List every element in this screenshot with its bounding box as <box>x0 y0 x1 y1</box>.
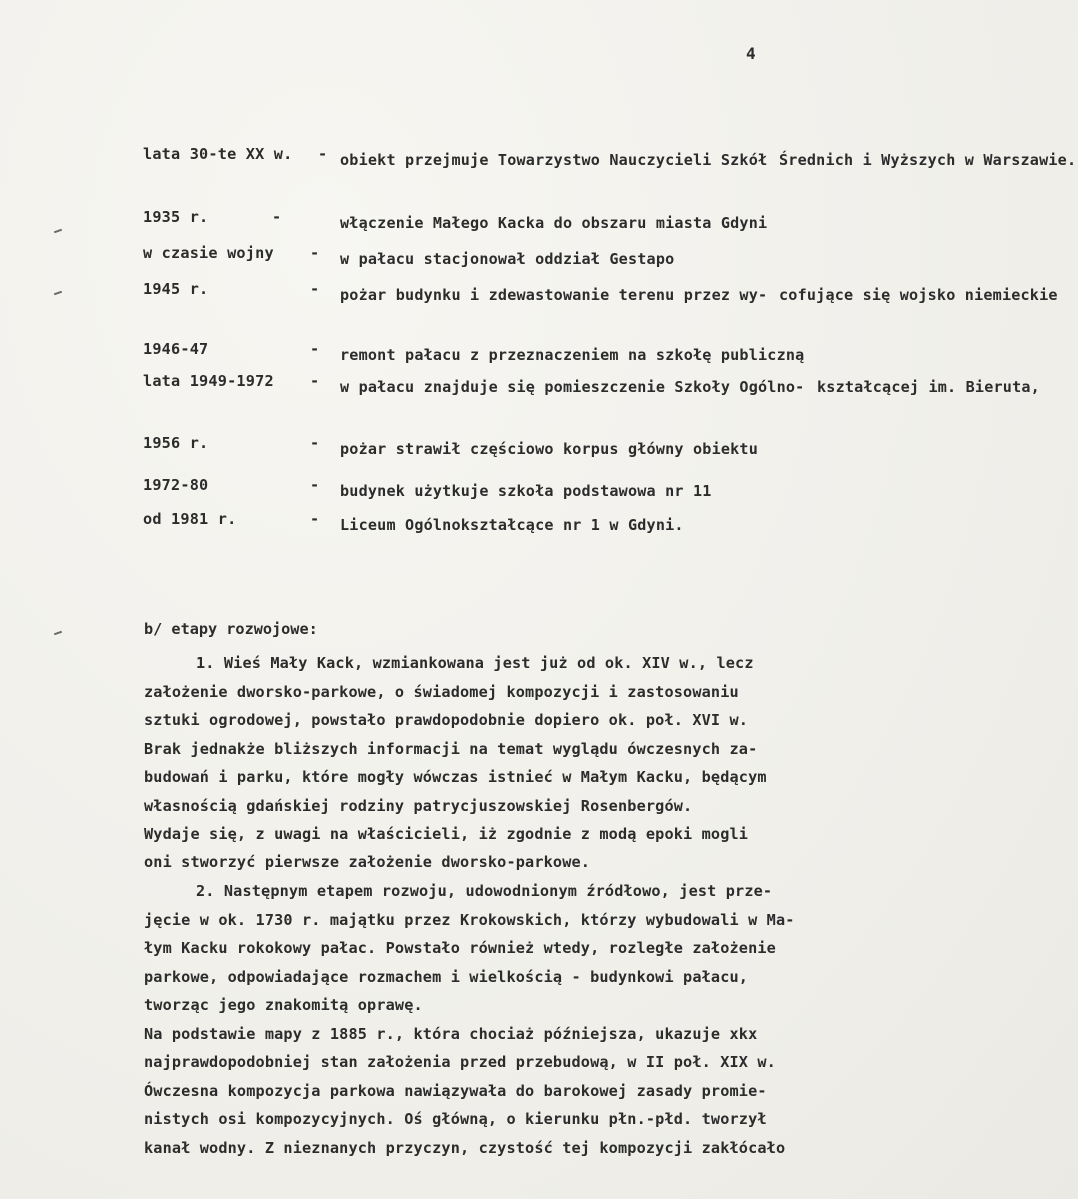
timeline-period: lata 30-te XX w. <box>143 145 293 163</box>
section-heading: b/ etapy rozwojowe: <box>144 620 318 638</box>
timeline-description-line: pożar strawił częściowo korpus główny obiektu <box>340 440 759 458</box>
timeline-description-line: w pałacu znajduje się pomieszczenie Szkoły Ogólno- <box>340 378 805 396</box>
timeline-description-line: cofujące się wojsko niemieckie <box>779 286 1058 304</box>
paragraph-line-text: parkowe, odpowiadające rozmachem i wielkością - budynkowi pałacu, <box>144 968 749 986</box>
paragraph-line-text: najprawdopodobniej stan założenia przed przebudową, w II poł. XIX w. <box>144 1053 776 1071</box>
paragraph-line-text: kanał wodny. Z nieznanych przyczyn, czystość tej kompozycji zakłócało <box>144 1139 786 1157</box>
timeline-period: lata 1949-1972 <box>143 372 274 390</box>
timeline-description-line: pożar budynku i zdewastowanie terenu przez wy- <box>340 286 768 304</box>
margin-mark <box>54 229 62 234</box>
timeline-description <box>340 510 855 541</box>
timeline-dash: - <box>310 372 320 390</box>
timeline-period: 1935 r. <box>143 208 209 226</box>
timeline-description <box>340 476 855 507</box>
paragraph-line-text: oni stworzyć pierwsze założenie dworsko-parkowe. <box>144 853 591 871</box>
paragraph-line-text: tworząc jego znakomitą oprawę. <box>144 996 423 1014</box>
timeline-description-line: włączenie Małego Kacka do obszaru miasta Gdyni <box>340 214 768 232</box>
timeline-description <box>340 145 1077 176</box>
timeline-dash: - <box>272 208 282 226</box>
timeline-dash: - <box>310 280 320 298</box>
paragraph-line-text: własnością gdańskiej rodziny patrycjuszowskiej Rosenbergów. <box>144 797 693 815</box>
paragraph-line-text: budowań i parku, które mogły wówczas istnieć w Małym Kacku, będącym <box>144 768 767 786</box>
timeline-description <box>340 280 1058 311</box>
margin-mark <box>54 631 62 636</box>
timeline-description <box>340 208 855 239</box>
paragraph-line-text: Brak jednakże bliższych informacji na temat wyglądu ówczesnych za- <box>144 740 758 758</box>
paragraph-line-text: jęcie w ok. 1730 r. majątku przez Krokowskich, którzy wybudowali w Ma- <box>144 911 795 929</box>
timeline-period: 1945 r. <box>143 280 209 298</box>
timeline-description-line: w pałacu stacjonował oddział Gestapo <box>340 250 675 268</box>
timeline-description-line: obiekt przejmuje Towarzystwo Nauczycieli Szkół <box>340 151 768 169</box>
timeline-description-line: kształcącej im. Bieruta, <box>816 378 1040 396</box>
timeline-period: 1946-47 <box>143 340 209 358</box>
paragraph-line-text: 2. Następnym etapem rozwoju, udowodnionym źródłowo, jest prze- <box>196 882 773 900</box>
timeline-dash: - <box>310 244 320 262</box>
timeline-period: w czasie wojny <box>143 244 274 262</box>
timeline-description <box>340 340 855 371</box>
timeline-description <box>340 244 855 275</box>
paragraph-line-text: 1. Wieś Mały Kack, wzmiankowana jest już od ok. XIV w., lecz <box>196 654 754 672</box>
margin-mark <box>54 291 62 296</box>
paragraph-line-text: Wydaje się, z uwagi na właścicieli, iż zgodnie z modą epoki mogli <box>144 825 749 843</box>
timeline-dash: - <box>310 510 320 528</box>
timeline-description <box>340 372 1040 403</box>
timeline-period: od 1981 r. <box>143 510 237 528</box>
paragraph-line-text: Ówczesna kompozycja parkowa nawiązywała do barokowej zasady promie- <box>144 1082 767 1100</box>
page-number: 4 <box>746 44 756 63</box>
timeline-period: 1972-80 <box>143 476 209 494</box>
paragraph-line-text: Na podstawie mapy z 1885 r., która chociaż późniejsza, ukazuje xkx <box>144 1025 758 1043</box>
paragraph-line-text: łym Kacku rokokowy pałac. Powstało również wtedy, rozległe założenie <box>144 939 776 957</box>
timeline-description-line: Liceum Ogólnokształcące nr 1 w Gdyni. <box>340 516 684 534</box>
paragraph-line-text: nistych osi kompozycyjnych. Oś główną, o kierunku płn.-płd. tworzył <box>144 1110 767 1128</box>
timeline-period: 1956 r. <box>143 434 209 452</box>
paragraph-line-text: sztuki ogrodowej, powstało prawdopodobnie dopiero ok. poł. XVI w. <box>144 711 749 729</box>
timeline-dash: - <box>318 145 328 163</box>
timeline-description-line: budynek użytkuje szkoła podstawowa nr 11 <box>340 482 712 500</box>
paragraph-line-text: założenie dworsko-parkowe, o świadomej kompozycji i zastosowaniu <box>144 683 739 701</box>
timeline-description-line: remont pałacu z przeznaczeniem na szkołę publiczną <box>340 346 805 364</box>
timeline-description-line: Średnich i Wyższych w Warszawie. <box>779 151 1077 169</box>
timeline-dash: - <box>310 340 320 358</box>
timeline-dash: - <box>310 476 320 494</box>
timeline-description <box>340 434 855 465</box>
timeline-dash: - <box>310 434 320 452</box>
